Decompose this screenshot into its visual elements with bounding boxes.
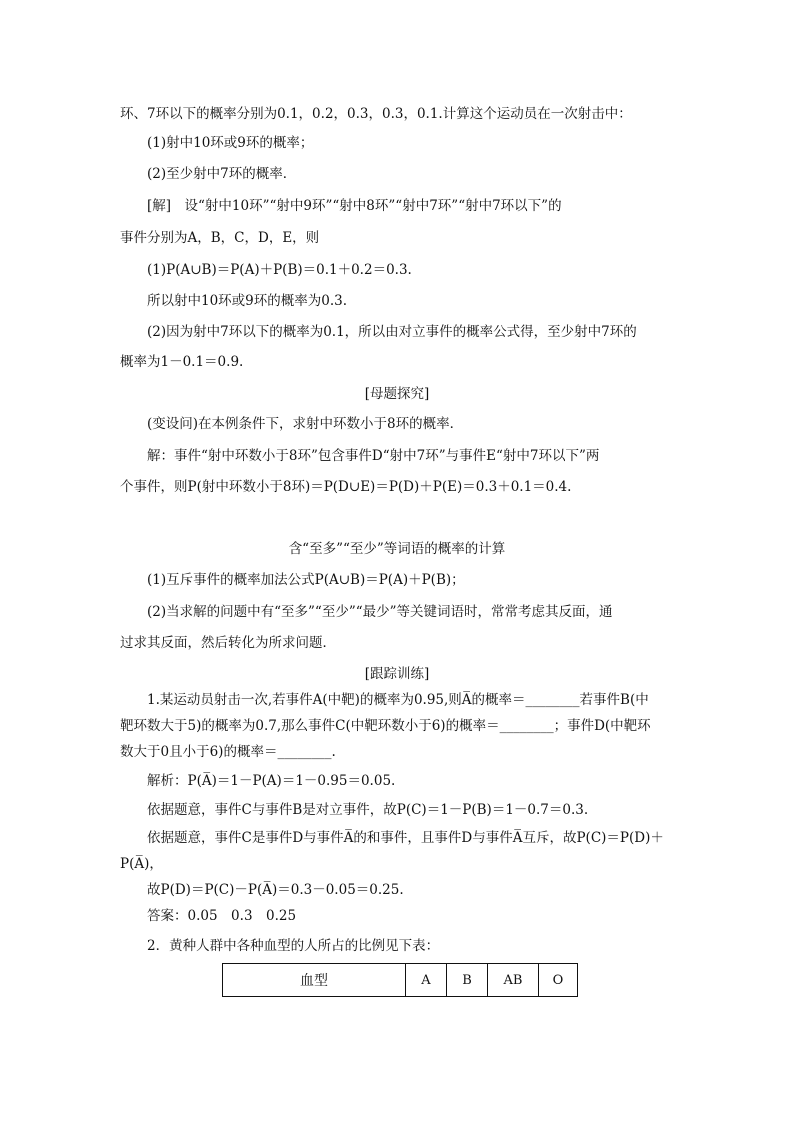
- table-header-cell: 血型: [223, 964, 406, 997]
- text-line: (2)因为射中7环以下的概率为0.1，所以由对立事件的概率公式得，至少射中7环的: [147, 324, 637, 340]
- table-row: [223, 964, 578, 997]
- text-line: 靶环数大于5)的概率为0.7,那么事件C(中靶环数小于6)的概率＝________；事件D(中靶环: [120, 718, 651, 734]
- text-line: 解：事件“射中环数小于8环”包含事件D“射中7环”与事件E“射中7环以下”两: [147, 448, 600, 464]
- text-line: 2．黄种人群中各种血型的人所占的比例见下表：: [147, 938, 440, 954]
- text-line: 1.某运动员射击一次,若事件A(中靶)的概率为0.95,则A̅的概率＝________若事件B(中: [147, 692, 649, 708]
- text-line: 过求其反面，然后转化为所求问题．: [120, 635, 336, 651]
- text-line: (1)射中10环或9环的概率；: [147, 135, 314, 151]
- text-line: 依据题意，事件C与事件B是对立事件，故P(C)＝1－P(B)＝1－0.7＝0.3.: [147, 802, 589, 818]
- text-line: 事件分别为A，B，C，D，E，则: [120, 230, 320, 246]
- text-line: (变设问)在本例条件下，求射中环数小于8环的概率．: [147, 416, 464, 432]
- text-line: 解析：P(A̅)＝1－P(A)＝1－0.95＝0.05.: [147, 773, 396, 789]
- section-heading: [母题探究]: [364, 386, 430, 402]
- table-header-cell: B: [447, 964, 488, 997]
- text-line: (2)至少射中7环的概率．: [147, 166, 297, 182]
- text-line: (2)当求解的问题中有“至多”“至少”“最少”等关键词语时，常常考虑其反面，通: [147, 604, 613, 620]
- section-heading: [跟踪训练]: [364, 666, 430, 682]
- table-header-cell: O: [539, 964, 578, 997]
- text-line: (1)互斥事件的概率加法公式P(A∪B)＝P(A)＋P(B)；: [147, 572, 465, 588]
- text-line: (1)P(A∪B)＝P(A)＋P(B)＝0.1＋0.2＝0.3.: [147, 262, 412, 278]
- text-line: 个事件，则P(射中环数小于8环)＝P(D∪E)＝P(D)＋P(E)＝0.3＋0.1＝0.4.: [120, 479, 572, 495]
- section-heading: 含“至多”“至少”等词语的概率的计算: [288, 541, 506, 557]
- text-line: 概率为1－0.1＝0.9.: [120, 354, 244, 370]
- text-line: [解] 设“射中10环”“射中9环”“射中8环”“射中7环”“射中7环以下”的: [147, 198, 562, 214]
- table-header-cell: A: [406, 964, 447, 997]
- text-line: P(A̅)，: [120, 856, 163, 872]
- text-line: 所以射中10环或9环的概率为0.3.: [147, 293, 348, 309]
- text-line: 答案：0.05 0.3 0.25: [147, 908, 297, 924]
- table-header-cell: AB: [488, 964, 539, 997]
- text-line: 故P(D)＝P(C)－P(A̅)＝0.3－0.05＝0.25.: [147, 882, 404, 898]
- text-line: 数大于0且小于6)的概率＝________.: [120, 744, 336, 760]
- text-line: 环、7环以下的概率分别为0.1，0.2，0.3，0.3，0.1.计算这个运动员在一次射击中：: [120, 106, 632, 122]
- text-line: 依据题意，事件C是事件D与事件A̅的和事件，且事件D与事件A̅互斥，故P(C)＝P(D)＋: [147, 830, 664, 846]
- blood-type-table: [222, 963, 578, 997]
